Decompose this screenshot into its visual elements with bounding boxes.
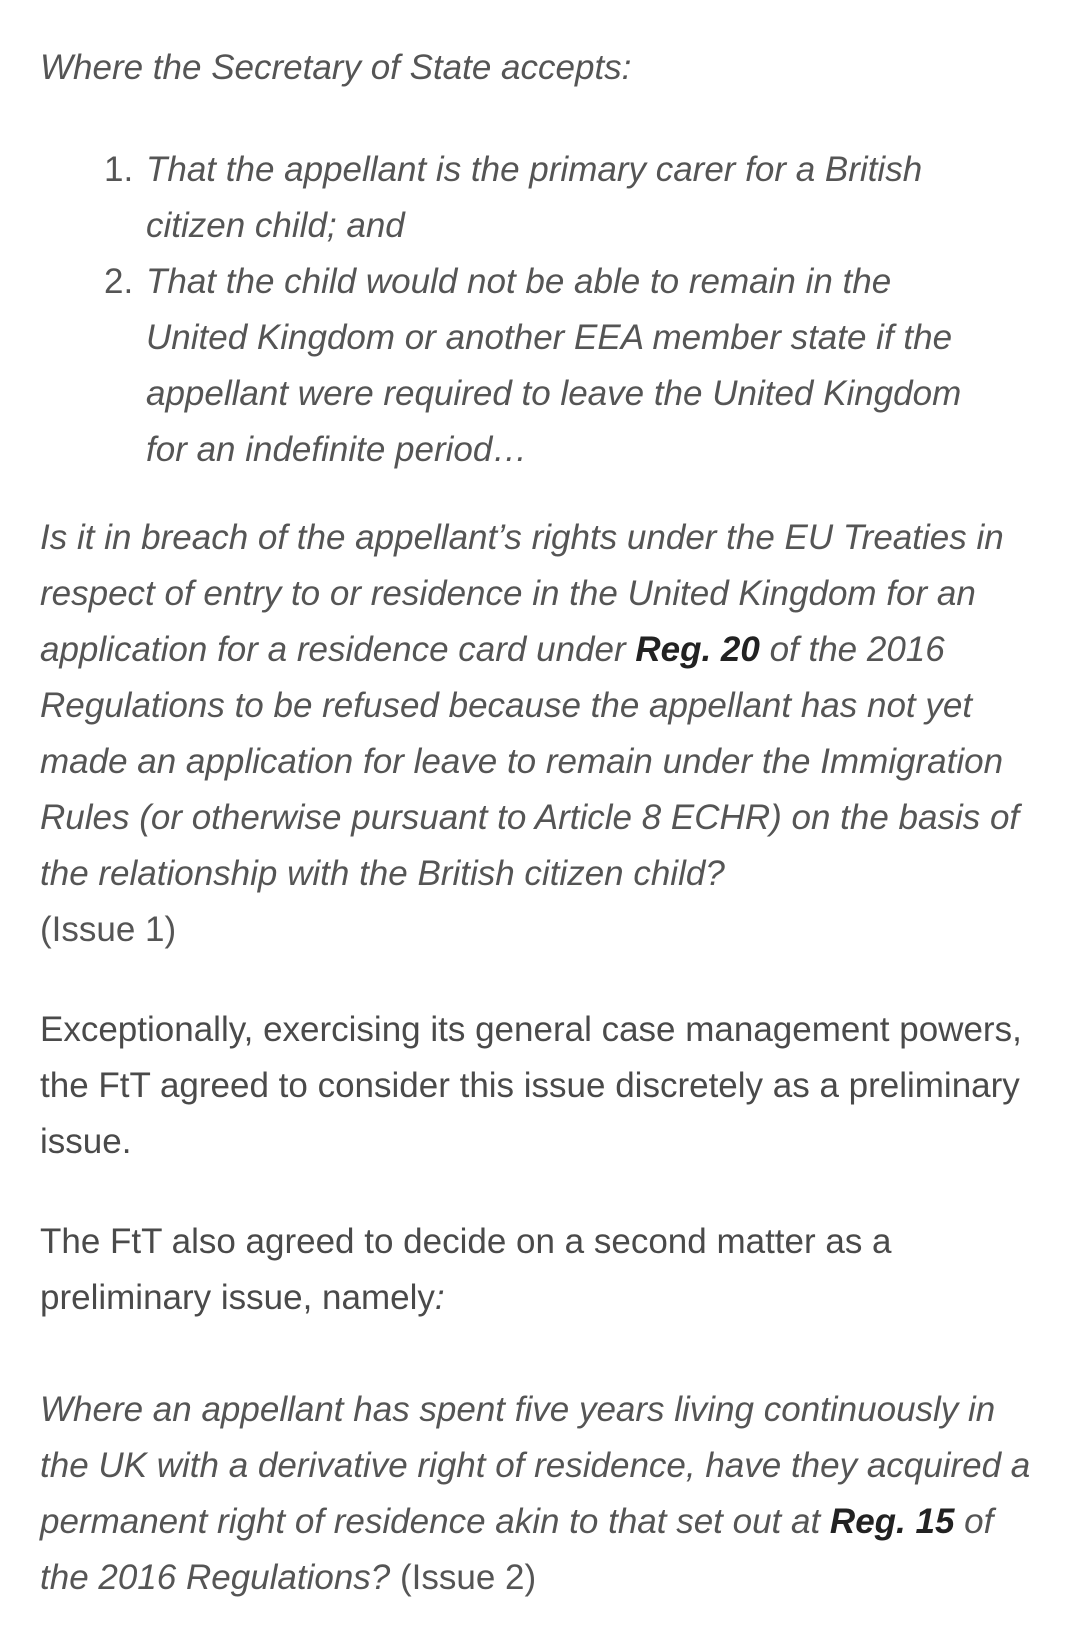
second-matter-paragraph xyxy=(40,1214,1040,1326)
condition-item xyxy=(104,142,1040,254)
issue-2-regulation-ref: Reg. 15 xyxy=(829,1502,955,1541)
issue-2-text-before: Where an appellant has spent five years living continuously in the UK with a derivative right of residence, have they acquired a permanent right of residence akin to that set out at xyxy=(40,1390,1031,1541)
issue-1-question xyxy=(40,510,1040,958)
condition-number: 1. xyxy=(104,150,134,189)
condition-number: 2. xyxy=(104,262,134,301)
second-matter-text: The FtT also agreed to decide on a second matter as a preliminary issue, namely xyxy=(40,1222,892,1317)
conditions-list xyxy=(40,142,1040,478)
issue-2-text-after: of the 2016 Regulations? xyxy=(40,1502,994,1597)
issue-1-regulation-ref: Reg. 20 xyxy=(635,630,760,669)
issue-2-label: (Issue 2) xyxy=(390,1558,537,1597)
issue-1-text-before: Is it in breach of the appellant’s rights under the EU Treaties in respect of entry to or residence in the United Kingdom for an application for a residence card under xyxy=(40,518,1004,669)
preliminary-issue-paragraph: Exceptionally, exercising its general case management powers, the FtT agreed to consider this issue discretely as a preliminary issue. xyxy=(40,1010,1022,1161)
intro-text: Where the Secretary of State accepts: xyxy=(40,48,632,87)
condition-text: That the appellant is the primary carer for a British citizen child; and xyxy=(146,150,923,245)
issue-1-label: (Issue 1) xyxy=(40,910,177,949)
issue-2-question xyxy=(40,1382,1040,1606)
issue-1-text-after: of the 2016 Regulations to be refused because the appellant has not yet made an application for leave to remain under the Immigration Rules (or otherwise pursuant to Article 8 ECHR) on the basis of the relationship with the British citizen child? xyxy=(40,630,1020,893)
condition-item xyxy=(104,254,1040,478)
second-matter-colon: : xyxy=(434,1278,445,1317)
condition-text: That the child would not be able to remain in the United Kingdom or another EEA member state if the appellant were required to leave the United Kingdom for an indefinite period… xyxy=(146,262,962,469)
